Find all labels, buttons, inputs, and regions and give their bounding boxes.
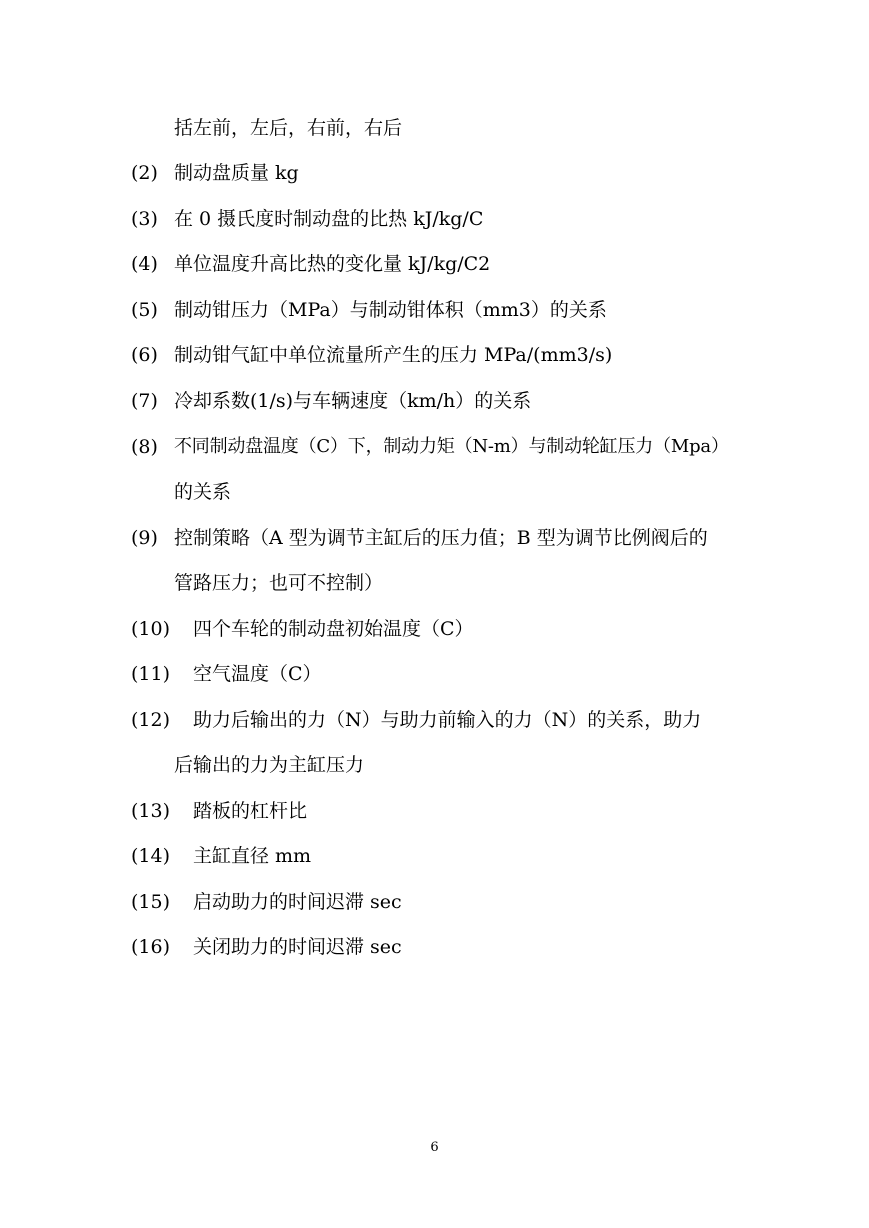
item-text: 控制策略（A 型为调节主缸后的压力值；B 型为调节比例阀后的 (174, 527, 708, 549)
item-text: 冷却系数(1/s)与车辆速度（km/h）的关系 (174, 390, 532, 412)
item-number: (4) (131, 253, 158, 275)
item-number: (15) (131, 891, 171, 913)
item-number: (5) (131, 299, 158, 321)
item-text: 四个车轮的制动盘初始温度（C） (193, 618, 474, 640)
item-number: (10) (131, 618, 171, 640)
page-number: 6 (430, 1140, 439, 1155)
item-number: (9) (131, 527, 158, 549)
item-number: (8) (131, 436, 158, 458)
item-text: 后输出的力为主缸压力 (174, 754, 365, 776)
item-text: 制动盘质量 kg (174, 162, 299, 184)
item-text: 不同制动盘温度（C）下，制动力矩（N-m）与制动轮缸压力（Mpa） (174, 436, 729, 457)
item-number: (6) (131, 344, 158, 366)
item-text: 助力后输出的力（N）与助力前输入的力（N）的关系，助力 (193, 709, 702, 731)
item-number: (2) (131, 162, 158, 184)
item-number: (14) (131, 845, 171, 867)
item-text: 管路压力；也可不控制） (174, 572, 384, 594)
item-number: (16) (131, 936, 171, 958)
item-text: 空气温度（C） (193, 663, 322, 685)
item-text: 踏板的杠杆比 (193, 800, 308, 822)
item-text: 关闭助力的时间迟滞 sec (193, 936, 402, 958)
item-text: 括左前，左后，右前，右后 (174, 117, 403, 139)
item-number: (13) (131, 800, 171, 822)
item-text: 的关系 (174, 481, 232, 503)
item-text: 制动钳气缸中单位流量所产生的压力 MPa/(mm3/s) (174, 344, 613, 366)
item-number: (11) (131, 663, 171, 685)
item-number: (3) (131, 208, 158, 230)
item-text: 制动钳压力（MPa）与制动钳体积（mm3）的关系 (174, 299, 607, 321)
item-text: 单位温度升高比热的变化量 kJ/kg/C2 (174, 253, 491, 275)
item-text: 启动助力的时间迟滞 sec (193, 891, 402, 913)
item-text: 主缸直径 mm (193, 845, 312, 867)
item-text: 在 0 摄氏度时制动盘的比热 kJ/kg/C (174, 208, 484, 230)
item-number: (7) (131, 390, 158, 412)
item-number: (12) (131, 709, 171, 731)
